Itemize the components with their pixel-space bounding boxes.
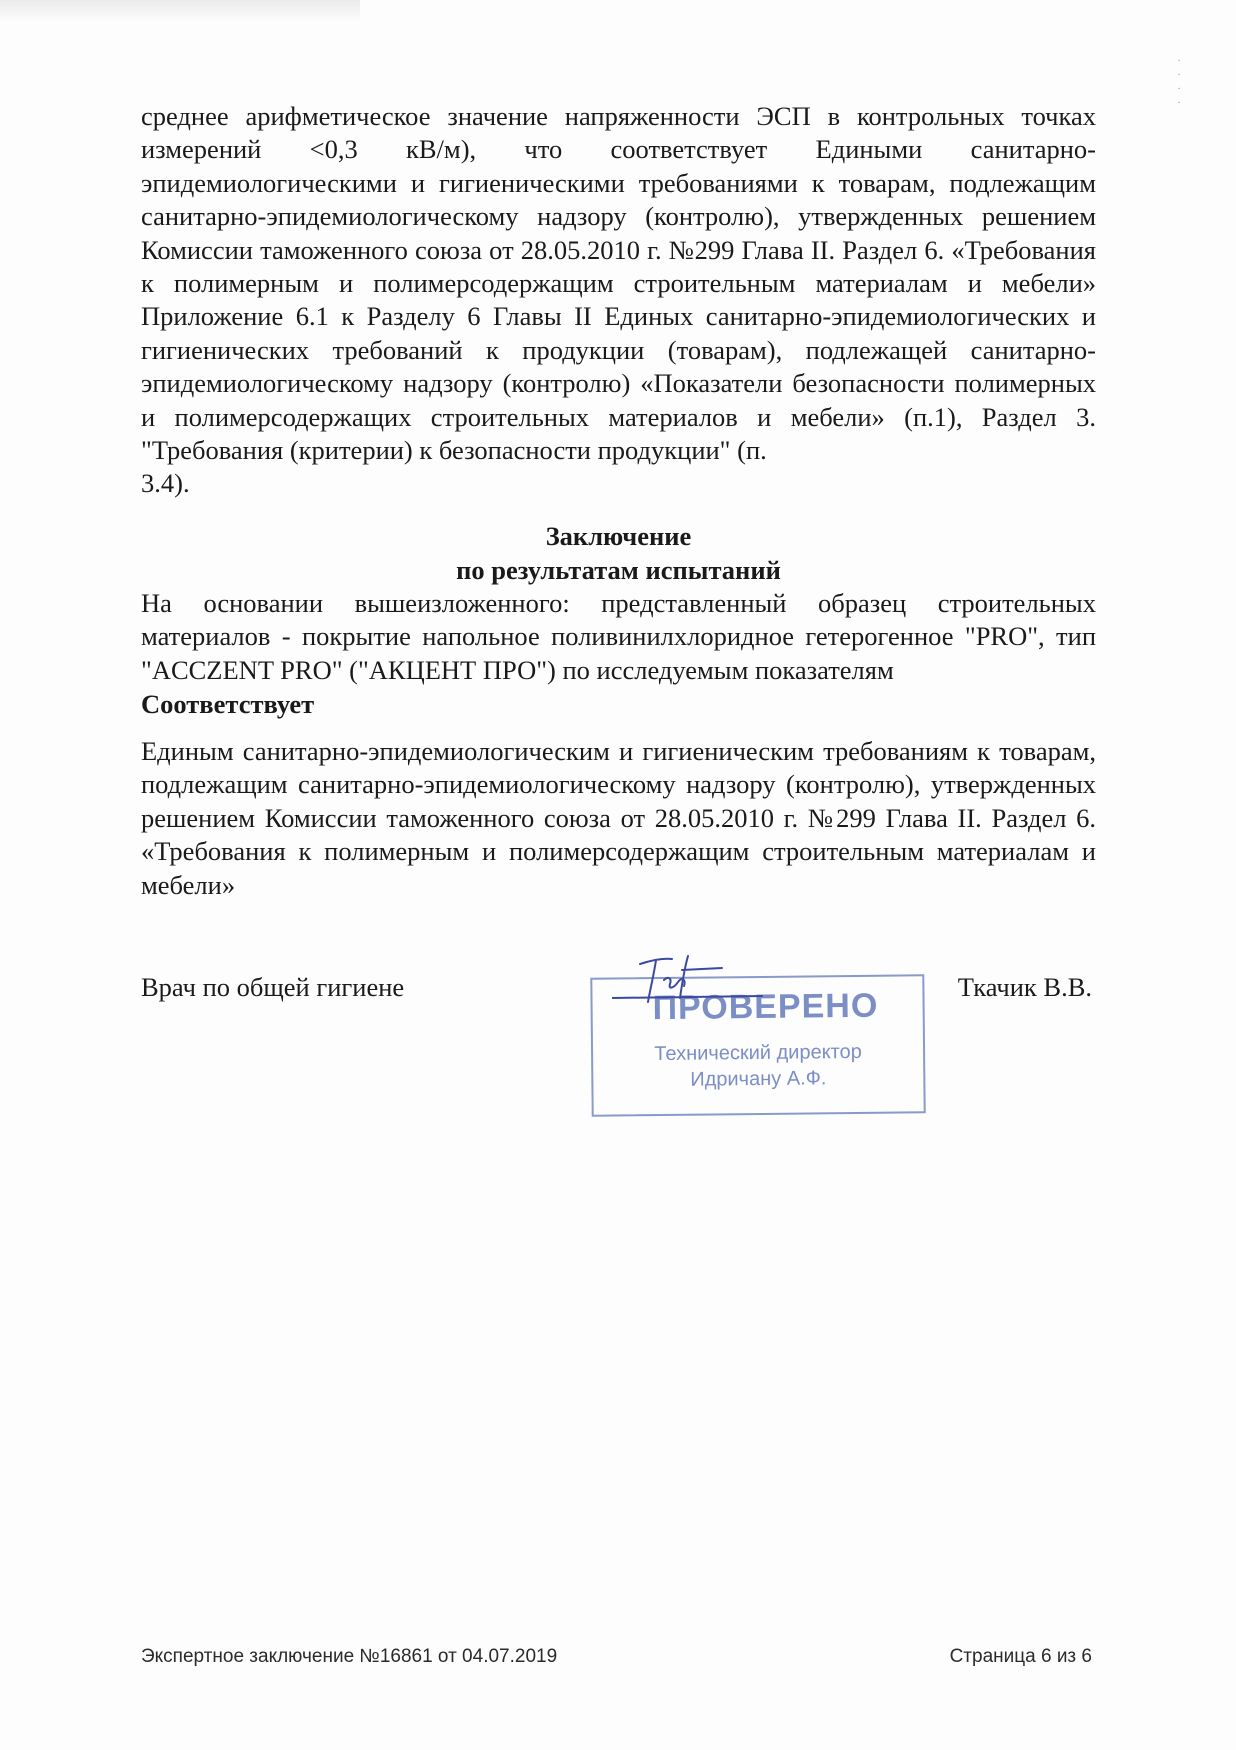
scan-artifact <box>0 0 360 22</box>
stamp-person: Идричану А.Ф. <box>690 1067 827 1091</box>
signer-role: Врач по общей гигиене <box>141 972 405 1002</box>
footer-document-ref: Экспертное заключение №16861 от 04.07.2019 <box>141 1646 558 1667</box>
conclusion-subheading: по результатам испытаний <box>456 555 781 585</box>
signer-name: Ткачик В.В. <box>957 972 1092 1002</box>
paragraph-findings <box>141 100 1096 501</box>
handwritten-signature <box>612 950 792 1010</box>
footer-page-number: Страница 6 из 6 <box>949 1646 1092 1667</box>
stamp-position: Технический директор <box>654 1040 862 1066</box>
margin-marks: · · · · <box>1177 56 1181 109</box>
paragraph-findings-text: среднее арифметическое значение напряженности ЭСП в контрольных точках измерений <0,3 кВ/м), что соответствует Едиными санитарно-эпидемиологическими и гигиеническими требованиями к товарам, подлежащим санитарно-эпидемиологическому надзору (контролю), утвержденных решением Комиссии таможенного союза от 28.05.2010 г. №299 Глава II. Раздел 6. «Требования к полимерным и полимерсодержащим строительным материалам и мебели» Приложение 6.1 к Разделу 6 Главы II Единых санитарно-эпидемиологических и гигиенических требований к продукции (товарам), подлежащей санитарно-эпидемиологическому надзору (контролю) «Показатели безопасности полимерных и полимерсодержащих строительных материалов и мебели» (п.1), Раздел 3. "Требования (критерии) к безопасности продукции" (п. <box>141 101 1096 466</box>
conclusion-heading: Заключение <box>545 521 692 551</box>
stamp-title: ПРОВЕРЕНО <box>652 986 879 1028</box>
paragraph-basis: На основании вышеизложенного: представленный образец строительных материалов - покрытие напольное поливинилхлоридное гетерогенное "PRO", тип "ACCZENT PRO" ("АКЦЕНТ ПРО") по исследуемым показателям <box>141 588 1096 685</box>
paragraph-requirements: Единым санитарно-эпидемиологическим и гигиеническим требованиям к товарам, подлежащим санитарно-эпидемиологическому надзору (контролю), утвержденных решением Комиссии таможенного союза от 28.05.2010 г. №299 Глава II. Раздел 6. «Требования к полимерным и полимерсодержащим строительным материалам и мебели» <box>141 736 1096 900</box>
paragraph-findings-last-line: 3.4). <box>141 468 190 499</box>
verdict-label: Соответствует <box>141 689 315 719</box>
